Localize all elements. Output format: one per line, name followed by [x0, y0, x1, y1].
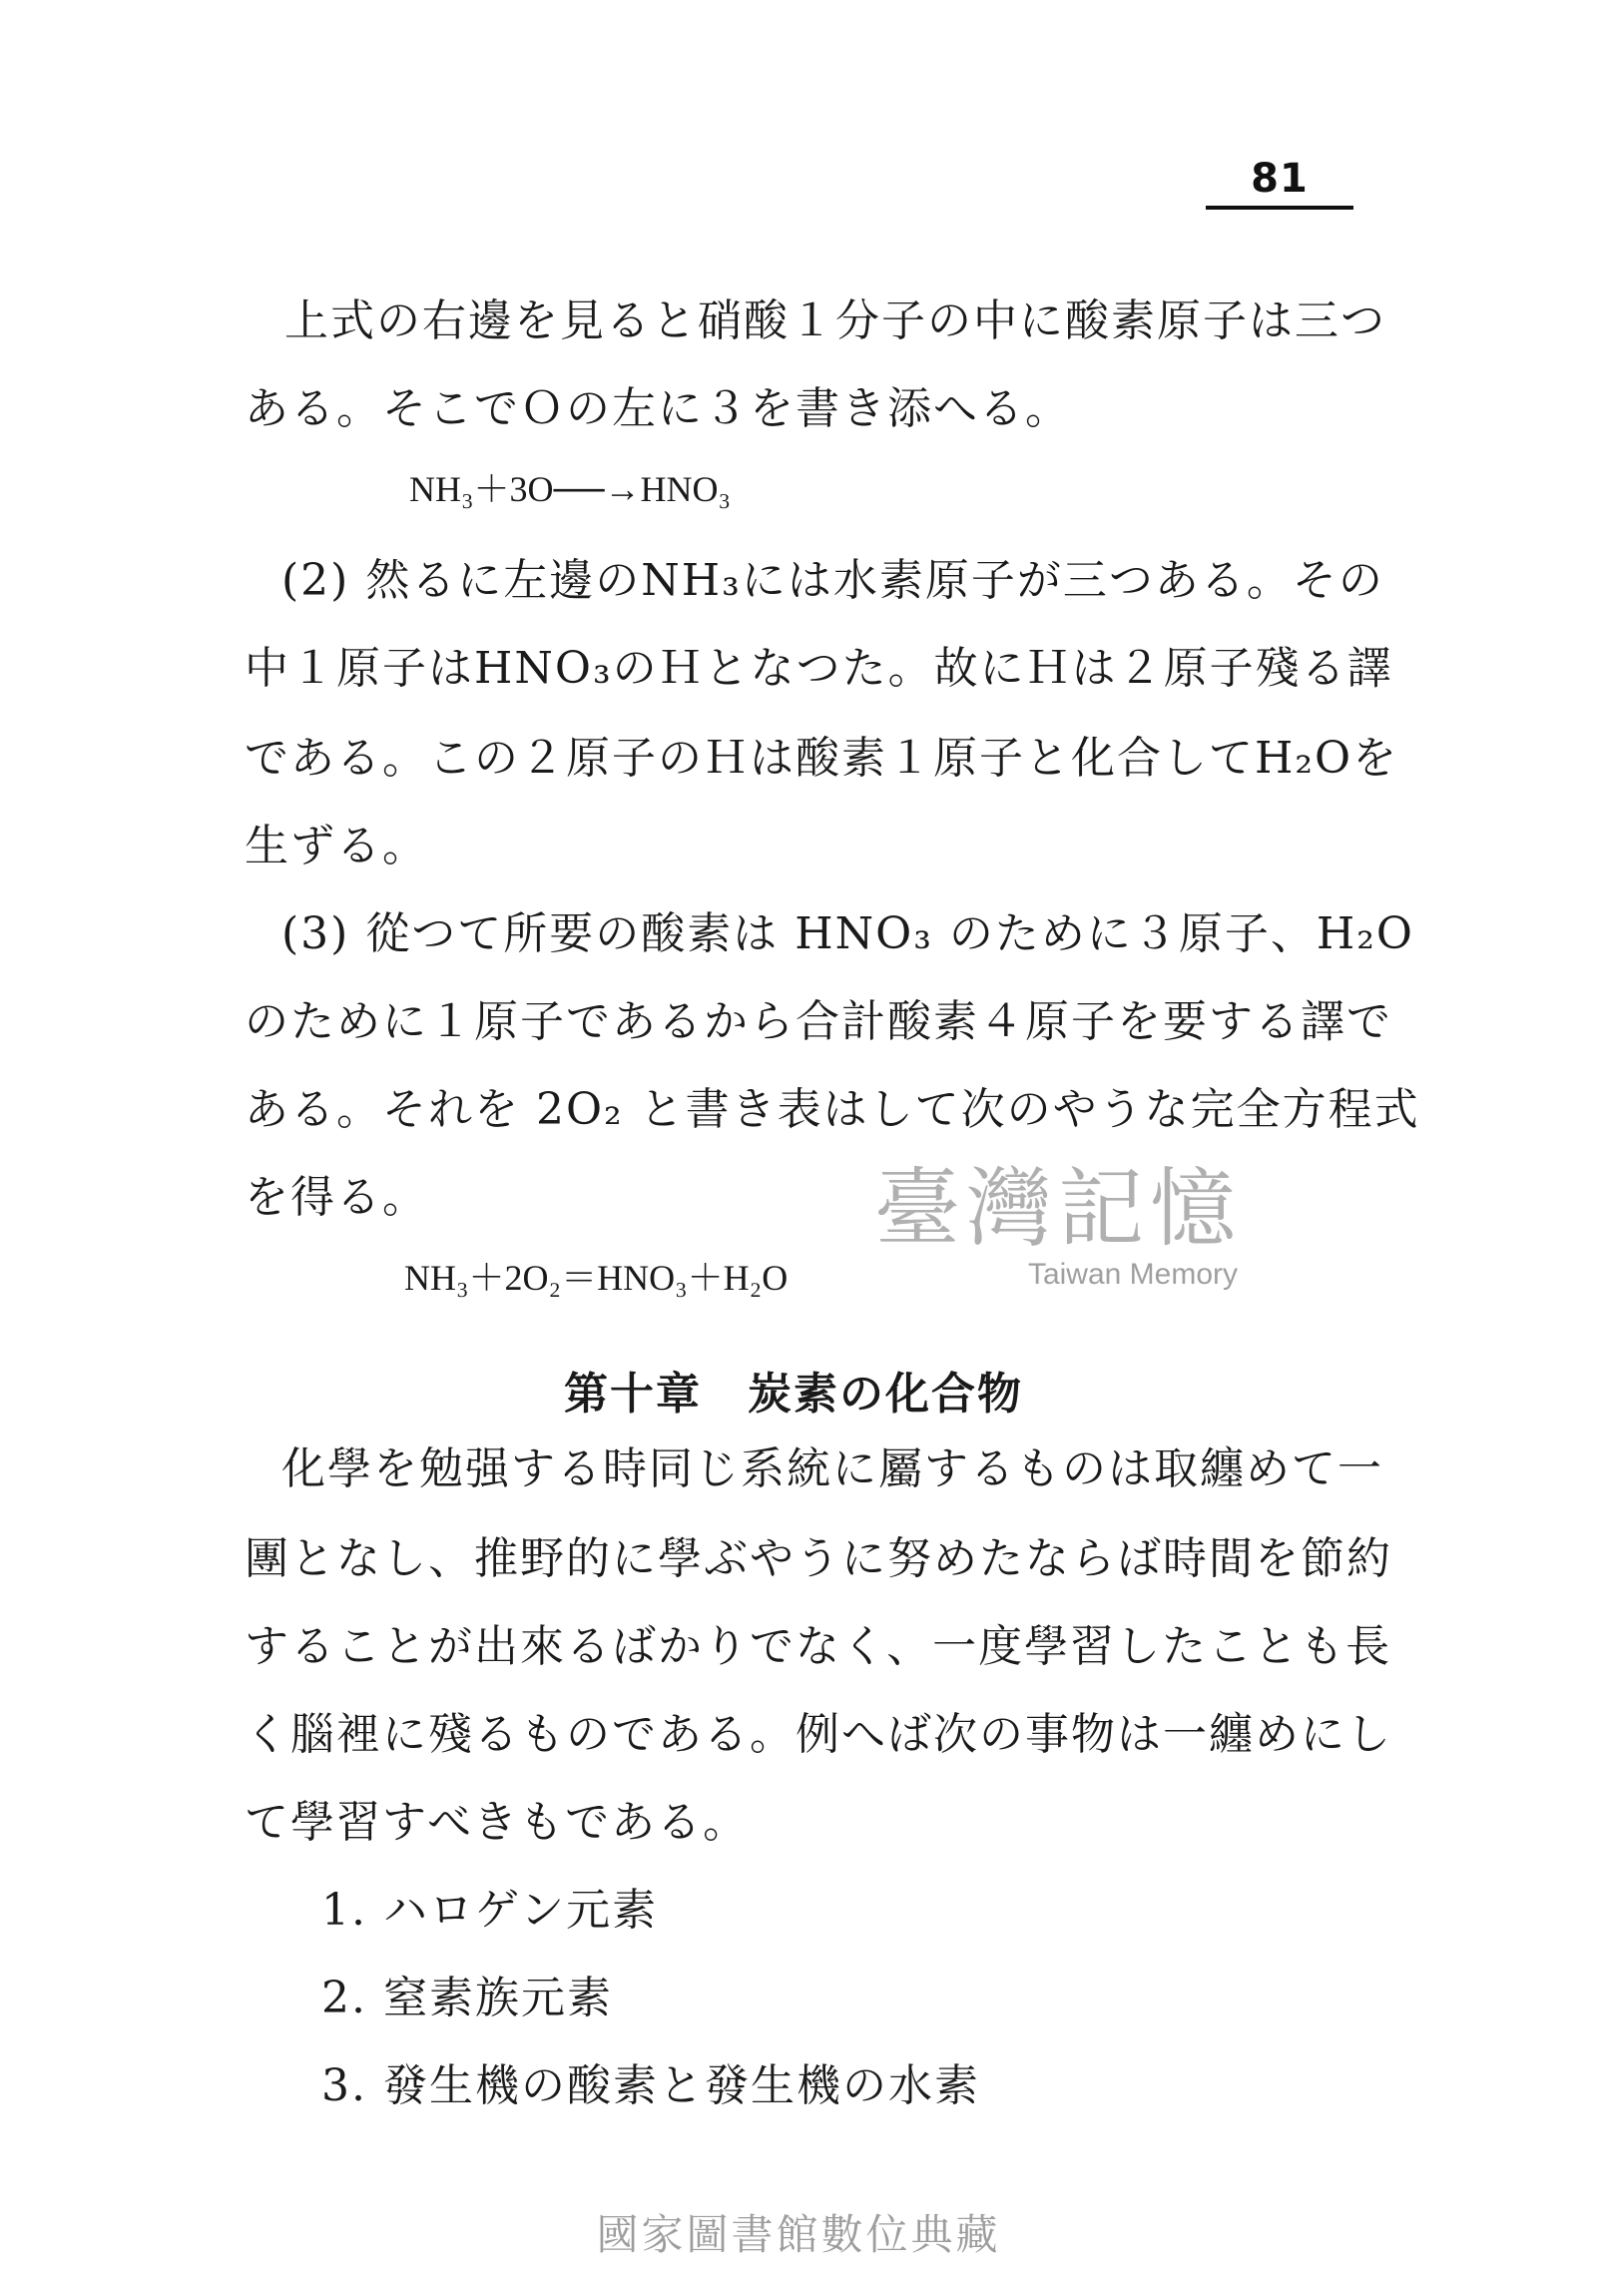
text-line-13: することが出來るばかりでなく、一度學習したことも長 [245, 1621, 1392, 1672]
watermark-english: Taiwan Memory [1027, 1258, 1238, 1291]
equation-1: NH₃＋3O──→HNO₃ [409, 469, 732, 509]
text-line-7: (3) 從つて所要の酸素は HNO₃ のために３原子、H₂O [281, 908, 1414, 959]
text-line-8: のために１原子であるから合計酸素４原子を要する譯で [245, 996, 1392, 1047]
text-line-3: (2) 然るに左邊のNH₃には水素原子が三つある。その [281, 555, 1384, 606]
watermark [798, 1159, 1318, 1292]
page-number: 81 [1251, 156, 1309, 202]
chapter-heading: 第十章 炭素の化合物 [564, 1369, 1023, 1420]
text-line-1: 上式の右邊を見ると硝酸１分子の中に酸素原子は三つ [284, 295, 1386, 346]
text-line-15: て學習すべきもである。 [245, 1797, 750, 1848]
text-line-4: 中１原子はHNO₃のＨとなつた。故にＨは２原子殘る譯 [245, 643, 1393, 694]
footer-watermark: 國家圖書館數位典藏 [596, 2210, 1001, 2259]
text-line-11: 化學を勉强する時同じ系統に屬するものは取纏めて一 [281, 1443, 1383, 1494]
equation-2: NH₃＋2O₂＝HNO₃＋H₂O [404, 1258, 789, 1298]
text-line-12: 團となし、推野的に學ぶやうに努めたならば時間を節約 [245, 1533, 1392, 1584]
text-line-9: ある。それを 2O₂ と書き表はして次のやうな完全方程式 [245, 1084, 1420, 1135]
text-line-6: 生ずる。 [245, 821, 428, 871]
text-line-2: ある。そこでＯの左に３を書き添へる。 [245, 383, 1071, 434]
text-line-10: を得る。 [245, 1172, 428, 1223]
list-item-3: 3. 發生機の酸素と發生機の水素 [321, 2060, 980, 2111]
text-line-5: である。この２原子のＨは酸素１原子と化合してH₂Oを [245, 733, 1399, 784]
list-item-1: 1. ハロゲン元素 [321, 1885, 659, 1936]
text-line-14: く腦裡に殘るものである。例へば次の事物は一纏めにし [245, 1709, 1392, 1760]
watermark-chinese: 臺灣記憶 [874, 1159, 1242, 1259]
page-number-rule [1206, 206, 1353, 210]
list-item-2: 2. 窒素族元素 [321, 1973, 613, 2023]
